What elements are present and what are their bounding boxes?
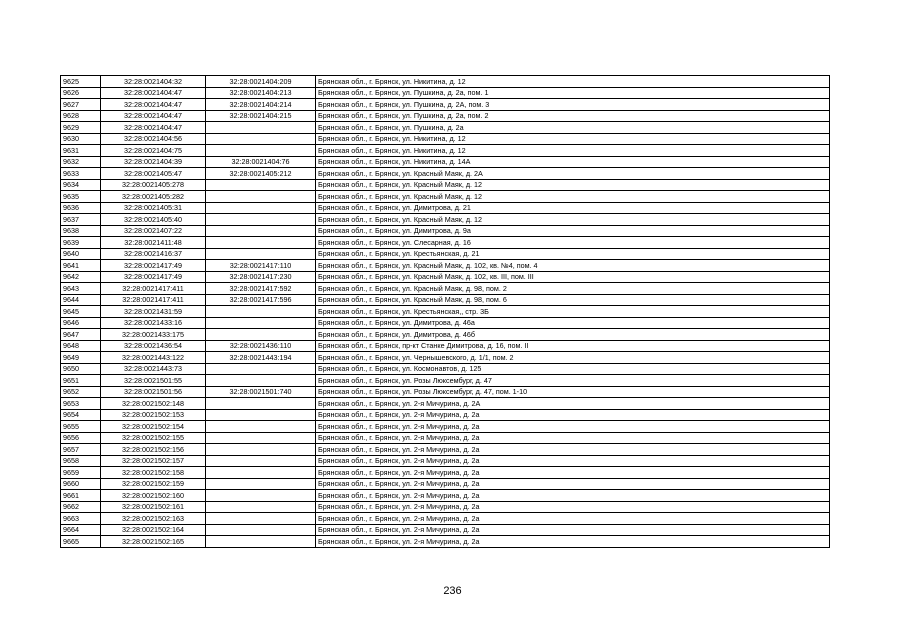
row-number-cell: 9630 bbox=[61, 133, 101, 145]
cadastral-number-cell: 32:28:0021417:49 bbox=[101, 260, 206, 272]
cadastral-number-cell: 32:28:0021502:163 bbox=[101, 513, 206, 525]
row-number-cell: 9659 bbox=[61, 467, 101, 479]
table-row bbox=[61, 248, 830, 260]
cadastral-number-cell: 32:28:0021417:49 bbox=[101, 271, 206, 283]
row-number-cell: 9625 bbox=[61, 76, 101, 88]
premises-cadastral-number-cell bbox=[206, 237, 316, 249]
address-cell: Брянская обл., г. Брянск, ул. 2-я Мичурина, д. 2а bbox=[316, 409, 830, 421]
premises-cadastral-number-cell: 32:28:0021417:592 bbox=[206, 283, 316, 295]
premises-cadastral-number-cell: 32:28:0021417:110 bbox=[206, 260, 316, 272]
premises-cadastral-number-cell bbox=[206, 122, 316, 134]
premises-cadastral-number-cell bbox=[206, 432, 316, 444]
cadastral-number-cell: 32:28:0021502:164 bbox=[101, 524, 206, 536]
row-number-cell: 9628 bbox=[61, 110, 101, 122]
address-cell: Брянская обл., г. Брянск, ул. Красный Маяк, д. 2А bbox=[316, 168, 830, 180]
cadastral-number-cell: 32:28:0021404:75 bbox=[101, 145, 206, 157]
premises-cadastral-number-cell bbox=[206, 501, 316, 513]
premises-cadastral-number-cell bbox=[206, 409, 316, 421]
cadastral-number-cell: 32:28:0021443:122 bbox=[101, 352, 206, 364]
address-cell: Брянская обл., г. Брянск, ул. Слесарная, д. 16 bbox=[316, 237, 830, 249]
address-cell: Брянская обл., г. Брянск, ул. Пушкина, д. 2а, пом. 1 bbox=[316, 87, 830, 99]
cadastral-number-cell: 32:28:0021416:37 bbox=[101, 248, 206, 260]
address-cell: Брянская обл., г. Брянск, ул. Красный Маяк, д. 98, пом. 2 bbox=[316, 283, 830, 295]
table-row bbox=[61, 352, 830, 364]
premises-cadastral-number-cell bbox=[206, 329, 316, 341]
address-cell: Брянская обл., г. Брянск, пр-кт Станке Димитрова, д. 16, пом. II bbox=[316, 340, 830, 352]
premises-cadastral-number-cell: 32:28:0021417:230 bbox=[206, 271, 316, 283]
cadastral-number-cell: 32:28:0021404:32 bbox=[101, 76, 206, 88]
cadastral-number-cell: 32:28:0021405:31 bbox=[101, 202, 206, 214]
premises-cadastral-number-cell: 32:28:0021404:214 bbox=[206, 99, 316, 111]
premises-cadastral-number-cell bbox=[206, 145, 316, 157]
row-number-cell: 9638 bbox=[61, 225, 101, 237]
table-row bbox=[61, 478, 830, 490]
table-row bbox=[61, 294, 830, 306]
cadastral-number-cell: 32:28:0021407:22 bbox=[101, 225, 206, 237]
cadastral-number-cell: 32:28:0021405:278 bbox=[101, 179, 206, 191]
row-number-cell: 9650 bbox=[61, 363, 101, 375]
row-number-cell: 9654 bbox=[61, 409, 101, 421]
table-row bbox=[61, 432, 830, 444]
cadastral-number-cell: 32:28:0021502:161 bbox=[101, 501, 206, 513]
premises-cadastral-number-cell bbox=[206, 524, 316, 536]
cadastral-number-cell: 32:28:0021502:148 bbox=[101, 398, 206, 410]
premises-cadastral-number-cell bbox=[206, 225, 316, 237]
cadastral-number-cell: 32:28:0021501:55 bbox=[101, 375, 206, 387]
row-number-cell: 9643 bbox=[61, 283, 101, 295]
address-cell: Брянская обл., г. Брянск, ул. 2-я Мичурина, д. 2а bbox=[316, 432, 830, 444]
cadastral-number-cell: 32:28:0021404:47 bbox=[101, 110, 206, 122]
address-cell: Брянская обл., г. Брянск, ул. Розы Люксембург, д. 47 bbox=[316, 375, 830, 387]
premises-cadastral-number-cell bbox=[206, 490, 316, 502]
row-number-cell: 9636 bbox=[61, 202, 101, 214]
table-row bbox=[61, 455, 830, 467]
address-cell: Брянская обл., г. Брянск, ул. Пушкина, д. 2а, пом. 2 bbox=[316, 110, 830, 122]
premises-cadastral-number-cell: 32:28:0021501:740 bbox=[206, 386, 316, 398]
table-row bbox=[61, 191, 830, 203]
table-row bbox=[61, 283, 830, 295]
table-row bbox=[61, 110, 830, 122]
row-number-cell: 9657 bbox=[61, 444, 101, 456]
row-number-cell: 9665 bbox=[61, 536, 101, 548]
cadastral-number-cell: 32:28:0021502:155 bbox=[101, 432, 206, 444]
address-cell: Брянская обл., г. Брянск, ул. 2-я Мичурина, д. 2а bbox=[316, 501, 830, 513]
address-cell: Брянская обл., г. Брянск, ул. Чернышевского, д. 1/1, пом. 2 bbox=[316, 352, 830, 364]
address-cell: Брянская обл., г. Брянск, ул. Пушкина, д. 2А, пом. 3 bbox=[316, 99, 830, 111]
row-number-cell: 9660 bbox=[61, 478, 101, 490]
row-number-cell: 9635 bbox=[61, 191, 101, 203]
table-row bbox=[61, 501, 830, 513]
address-cell: Брянская обл., г. Брянск, ул. Димитрова, д. 46б bbox=[316, 329, 830, 341]
table-row bbox=[61, 375, 830, 387]
premises-cadastral-number-cell bbox=[206, 317, 316, 329]
table-body bbox=[61, 76, 830, 548]
premises-cadastral-number-cell: 32:28:0021443:194 bbox=[206, 352, 316, 364]
address-cell: Брянская обл., г. Брянск, ул. 2-я Мичурина, д. 2а bbox=[316, 421, 830, 433]
cadastral-number-cell: 32:28:0021404:47 bbox=[101, 87, 206, 99]
cadastral-number-cell: 32:28:0021433:16 bbox=[101, 317, 206, 329]
table-row bbox=[61, 156, 830, 168]
row-number-cell: 9631 bbox=[61, 145, 101, 157]
premises-cadastral-number-cell: 32:28:0021404:213 bbox=[206, 87, 316, 99]
address-cell: Брянская обл., г. Брянск, ул. 2-я Мичурина, д. 2А bbox=[316, 398, 830, 410]
address-cell: Брянская обл., г. Брянск, ул. Никитина, д. 12 bbox=[316, 145, 830, 157]
address-cell: Брянская обл., г. Брянск, ул. Димитрова, д. 9а bbox=[316, 225, 830, 237]
table-row bbox=[61, 421, 830, 433]
premises-cadastral-number-cell bbox=[206, 363, 316, 375]
address-cell: Брянская обл., г. Брянск, ул. Никитина, д. 12 bbox=[316, 133, 830, 145]
premises-cadastral-number-cell bbox=[206, 214, 316, 226]
cadastral-number-cell: 32:28:0021502:158 bbox=[101, 467, 206, 479]
table-row bbox=[61, 133, 830, 145]
table-row bbox=[61, 214, 830, 226]
row-number-cell: 9656 bbox=[61, 432, 101, 444]
row-number-cell: 9642 bbox=[61, 271, 101, 283]
cadastral-number-cell: 32:28:0021417:411 bbox=[101, 294, 206, 306]
row-number-cell: 9658 bbox=[61, 455, 101, 467]
cadastral-number-cell: 32:28:0021436:54 bbox=[101, 340, 206, 352]
table-row bbox=[61, 76, 830, 88]
cadastral-number-cell: 32:28:0021405:47 bbox=[101, 168, 206, 180]
premises-cadastral-number-cell bbox=[206, 248, 316, 260]
cadastral-number-cell: 32:28:0021405:40 bbox=[101, 214, 206, 226]
premises-cadastral-number-cell bbox=[206, 421, 316, 433]
address-cell: Брянская обл., г. Брянск, ул. Красный Маяк, д. 102, кв. III, пом. III bbox=[316, 271, 830, 283]
premises-cadastral-number-cell bbox=[206, 133, 316, 145]
premises-cadastral-number-cell bbox=[206, 375, 316, 387]
cadastral-number-cell: 32:28:0021404:39 bbox=[101, 156, 206, 168]
address-cell: Брянская обл., г. Брянск, ул. Космонавтов, д. 125 bbox=[316, 363, 830, 375]
premises-cadastral-number-cell bbox=[206, 536, 316, 548]
row-number-cell: 9662 bbox=[61, 501, 101, 513]
address-cell: Брянская обл., г. Брянск, ул. Димитрова, д. 46а bbox=[316, 317, 830, 329]
cadastral-number-cell: 32:28:0021404:56 bbox=[101, 133, 206, 145]
cadastral-number-cell: 32:28:0021404:47 bbox=[101, 99, 206, 111]
address-cell: Брянская обл., г. Брянск, ул. Пушкина, д. 2а bbox=[316, 122, 830, 134]
row-number-cell: 9629 bbox=[61, 122, 101, 134]
address-cell: Брянская обл., г. Брянск, ул. Красный Маяк, д. 98, пом. 6 bbox=[316, 294, 830, 306]
address-cell: Брянская обл., г. Брянск, ул. 2-я Мичурина, д. 2а bbox=[316, 524, 830, 536]
table-row bbox=[61, 99, 830, 111]
cadastral-number-cell: 32:28:0021502:153 bbox=[101, 409, 206, 421]
address-cell: Брянская обл., г. Брянск, ул. Димитрова, д. 21 bbox=[316, 202, 830, 214]
row-number-cell: 9649 bbox=[61, 352, 101, 364]
premises-cadastral-number-cell: 32:28:0021405:212 bbox=[206, 168, 316, 180]
table-row bbox=[61, 317, 830, 329]
property-register-table bbox=[60, 75, 830, 548]
table-row bbox=[61, 329, 830, 341]
address-cell: Брянская обл., г. Брянск, ул. Красный Маяк, д. 102, кв. №4, пом. 4 bbox=[316, 260, 830, 272]
cadastral-number-cell: 32:28:0021502:165 bbox=[101, 536, 206, 548]
premises-cadastral-number-cell: 32:28:0021404:209 bbox=[206, 76, 316, 88]
table-row bbox=[61, 536, 830, 548]
cadastral-number-cell: 32:28:0021502:154 bbox=[101, 421, 206, 433]
table-row bbox=[61, 237, 830, 249]
cadastral-number-cell: 32:28:0021501:56 bbox=[101, 386, 206, 398]
cadastral-number-cell: 32:28:0021405:282 bbox=[101, 191, 206, 203]
premises-cadastral-number-cell bbox=[206, 467, 316, 479]
cadastral-number-cell: 32:28:0021411:48 bbox=[101, 237, 206, 249]
premises-cadastral-number-cell bbox=[206, 191, 316, 203]
table-row bbox=[61, 145, 830, 157]
cadastral-number-cell: 32:28:0021443:73 bbox=[101, 363, 206, 375]
table-row bbox=[61, 260, 830, 272]
address-cell: Брянская обл., г. Брянск, ул. 2-я Мичурина, д. 2а bbox=[316, 478, 830, 490]
address-cell: Брянская обл., г. Брянск, ул. 2-я Мичурина, д. 2а bbox=[316, 467, 830, 479]
row-number-cell: 9627 bbox=[61, 99, 101, 111]
row-number-cell: 9652 bbox=[61, 386, 101, 398]
table-row bbox=[61, 513, 830, 525]
row-number-cell: 9640 bbox=[61, 248, 101, 260]
cadastral-number-cell: 32:28:0021502:157 bbox=[101, 455, 206, 467]
table-row bbox=[61, 363, 830, 375]
table-row bbox=[61, 168, 830, 180]
premises-cadastral-number-cell bbox=[206, 513, 316, 525]
table-row bbox=[61, 340, 830, 352]
premises-cadastral-number-cell bbox=[206, 179, 316, 191]
cadastral-number-cell: 32:28:0021502:159 bbox=[101, 478, 206, 490]
row-number-cell: 9647 bbox=[61, 329, 101, 341]
row-number-cell: 9641 bbox=[61, 260, 101, 272]
row-number-cell: 9633 bbox=[61, 168, 101, 180]
row-number-cell: 9645 bbox=[61, 306, 101, 318]
cadastral-number-cell: 32:28:0021502:160 bbox=[101, 490, 206, 502]
address-cell: Брянская обл., г. Брянск, ул. Никитина, д. 14А bbox=[316, 156, 830, 168]
address-cell: Брянская обл., г. Брянск, ул. Крестьянская,, стр. 3Б bbox=[316, 306, 830, 318]
row-number-cell: 9646 bbox=[61, 317, 101, 329]
cadastral-number-cell: 32:28:0021404:47 bbox=[101, 122, 206, 134]
row-number-cell: 9651 bbox=[61, 375, 101, 387]
premises-cadastral-number-cell: 32:28:0021404:215 bbox=[206, 110, 316, 122]
premises-cadastral-number-cell: 32:28:0021417:596 bbox=[206, 294, 316, 306]
cadastral-number-cell: 32:28:0021417:411 bbox=[101, 283, 206, 295]
address-cell: Брянская обл., г. Брянск, ул. 2-я Мичурина, д. 2а bbox=[316, 513, 830, 525]
premises-cadastral-number-cell bbox=[206, 306, 316, 318]
row-number-cell: 9653 bbox=[61, 398, 101, 410]
address-cell: Брянская обл., г. Брянск, ул. 2-я Мичурина, д. 2а bbox=[316, 444, 830, 456]
table-row bbox=[61, 271, 830, 283]
table-row bbox=[61, 386, 830, 398]
premises-cadastral-number-cell bbox=[206, 202, 316, 214]
table-row bbox=[61, 467, 830, 479]
cadastral-number-cell: 32:28:0021502:156 bbox=[101, 444, 206, 456]
table-row bbox=[61, 409, 830, 421]
row-number-cell: 9655 bbox=[61, 421, 101, 433]
table-row bbox=[61, 122, 830, 134]
premises-cadastral-number-cell bbox=[206, 398, 316, 410]
row-number-cell: 9648 bbox=[61, 340, 101, 352]
cadastral-number-cell: 32:28:0021433:175 bbox=[101, 329, 206, 341]
row-number-cell: 9644 bbox=[61, 294, 101, 306]
cadastral-number-cell: 32:28:0021431:59 bbox=[101, 306, 206, 318]
row-number-cell: 9663 bbox=[61, 513, 101, 525]
address-cell: Брянская обл., г. Брянск, ул. Никитина, д. 12 bbox=[316, 76, 830, 88]
page-number: 236 bbox=[443, 585, 462, 597]
row-number-cell: 9664 bbox=[61, 524, 101, 536]
address-cell: Брянская обл., г. Брянск, ул. Красный Маяк, д. 12 bbox=[316, 214, 830, 226]
table-row bbox=[61, 202, 830, 214]
table-row bbox=[61, 179, 830, 191]
address-cell: Брянская обл., г. Брянск, ул. 2-я Мичурина, д. 2а bbox=[316, 536, 830, 548]
premises-cadastral-number-cell bbox=[206, 455, 316, 467]
table-row bbox=[61, 398, 830, 410]
table-row bbox=[61, 87, 830, 99]
premises-cadastral-number-cell: 32:28:0021436:110 bbox=[206, 340, 316, 352]
address-cell: Брянская обл., г. Брянск, ул. 2-я Мичурина, д. 2а bbox=[316, 490, 830, 502]
table-row bbox=[61, 524, 830, 536]
row-number-cell: 9637 bbox=[61, 214, 101, 226]
table-row bbox=[61, 444, 830, 456]
premises-cadastral-number-cell bbox=[206, 444, 316, 456]
table-row bbox=[61, 225, 830, 237]
row-number-cell: 9639 bbox=[61, 237, 101, 249]
row-number-cell: 9626 bbox=[61, 87, 101, 99]
address-cell: Брянская обл., г. Брянск, ул. 2-я Мичурина, д. 2а bbox=[316, 455, 830, 467]
address-cell: Брянская обл., г. Брянск, ул. Розы Люксембург, д. 47, пом. 1-10 bbox=[316, 386, 830, 398]
row-number-cell: 9661 bbox=[61, 490, 101, 502]
row-number-cell: 9632 bbox=[61, 156, 101, 168]
row-number-cell: 9634 bbox=[61, 179, 101, 191]
premises-cadastral-number-cell bbox=[206, 478, 316, 490]
address-cell: Брянская обл., г. Брянск, ул. Красный Маяк, д. 12 bbox=[316, 191, 830, 203]
premises-cadastral-number-cell: 32:28:0021404:76 bbox=[206, 156, 316, 168]
address-cell: Брянская обл., г. Брянск, ул. Крестьянская, д. 21 bbox=[316, 248, 830, 260]
address-cell: Брянская обл., г. Брянск, ул. Красный Маяк, д. 12 bbox=[316, 179, 830, 191]
table-row bbox=[61, 306, 830, 318]
table-row bbox=[61, 490, 830, 502]
